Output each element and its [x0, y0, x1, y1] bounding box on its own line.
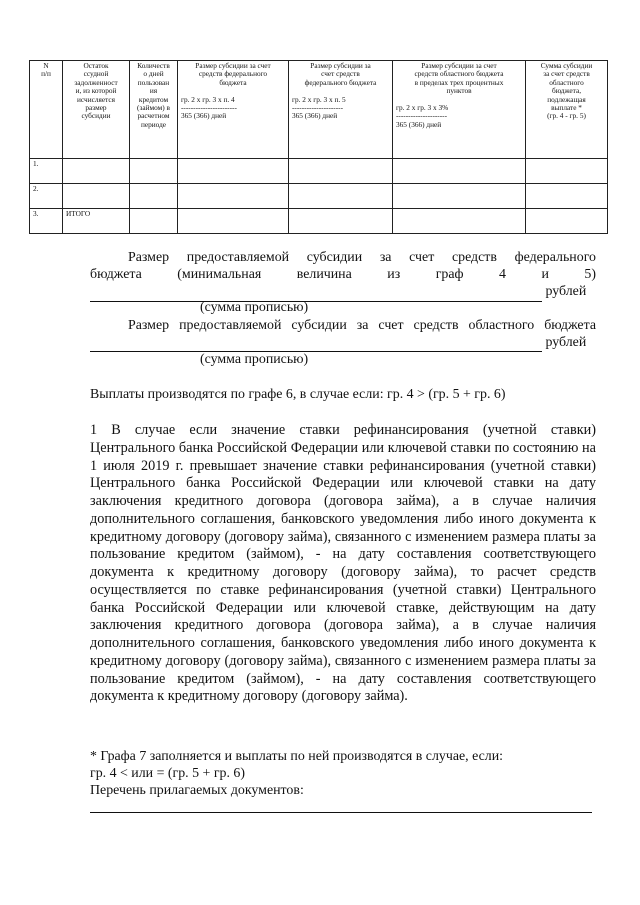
- federal-subsidy-line-1: Размер предоставляемой субсидии за счет средств федерального: [128, 250, 596, 265]
- column-header-line: выплате *: [551, 103, 582, 113]
- column-header-line: ия: [149, 86, 158, 96]
- table-cell: [526, 209, 608, 234]
- column-header-line: Сумма субсидии: [540, 61, 593, 70]
- column-header-line: задолженност: [74, 77, 118, 87]
- column-header-line: (займом) в: [137, 103, 170, 113]
- table-cell: [289, 184, 393, 209]
- column-header-line: ссудной: [83, 69, 109, 79]
- table-cell: [178, 209, 289, 234]
- table-cell: 1.: [30, 159, 63, 184]
- note-column-7: * Графа 7 заполняется и выплаты по ней производятся в случае, если:: [90, 749, 504, 764]
- column-header-line: и, из которой: [75, 86, 117, 96]
- federal-amount-caption: (сумма прописью): [200, 300, 309, 315]
- column-header-line: ---------------------: [396, 111, 448, 121]
- table-cell: [178, 159, 289, 184]
- column-header-line: пользован: [137, 77, 170, 87]
- column-header-line: Остаток: [83, 61, 109, 70]
- payments-condition-text: Выплаты производятся по графе 6, в случае если: гр. 4 > (гр. 5 + гр. 6): [90, 387, 506, 402]
- regional-amount-blank: [90, 334, 542, 352]
- federal-amount-unit: рублей: [545, 284, 587, 300]
- column-header-line: (гр. 4 - гр. 5): [547, 111, 586, 121]
- table-cell: [289, 159, 393, 184]
- table-header-row: [30, 61, 608, 159]
- table-cell: [130, 159, 178, 184]
- table-cell: ИТОГО: [63, 209, 130, 234]
- column-header-line: подлежащая: [547, 94, 586, 104]
- column-header-line: в пределах трех процентных: [414, 77, 504, 87]
- regional-subsidy-line-1: Размер предоставляемой субсидии за счет средств областного бюджета: [128, 318, 596, 333]
- table-cell: [526, 184, 608, 209]
- table-row: [30, 209, 608, 234]
- column-header-line: размер: [85, 103, 107, 113]
- column-header-6: [393, 61, 526, 159]
- column-header-1: [30, 61, 63, 159]
- attachments-label: Перечень прилагаемых документов:: [90, 783, 304, 799]
- column-header-line: Размер субсидии за счет: [421, 61, 497, 70]
- column-header-line: о дней: [143, 69, 164, 79]
- column-header-line: гр. 2 x гр. 3 x п. 5: [292, 94, 346, 104]
- column-header-line: пунктов: [446, 86, 472, 96]
- column-header-line: областного: [549, 77, 584, 87]
- regional-amount-caption: (сумма прописью): [200, 352, 309, 367]
- table-cell: [393, 184, 526, 209]
- column-header-line: расчетном: [137, 111, 170, 121]
- column-header-line: счет средств: [321, 69, 360, 79]
- column-header-line: Количеств: [137, 61, 170, 70]
- table-cell: [178, 184, 289, 209]
- column-header-line: N: [43, 61, 49, 70]
- table-cell: [63, 159, 130, 184]
- column-header-line: федерального бюджета: [304, 77, 377, 87]
- table-cell: [130, 184, 178, 209]
- column-header-line: средств федерального: [198, 69, 268, 79]
- column-header-line: за счет средств: [543, 69, 590, 79]
- column-header-5: [289, 61, 393, 159]
- federal-subsidy-block: [90, 249, 596, 302]
- column-header-3: [130, 61, 178, 159]
- note-formula: гр. 4 < или = (гр. 5 + гр. 6): [90, 766, 245, 782]
- column-header-line: 365 (366) дней: [396, 119, 442, 129]
- regional-amount-unit: рублей: [545, 335, 587, 351]
- column-header-line: субсидии: [81, 111, 111, 121]
- column-header-line: гр. 2 x гр. 3 x п. 4: [181, 94, 235, 104]
- notes-block: [90, 748, 596, 817]
- column-header-line: гр. 2 x гр. 3 x 3%: [396, 103, 449, 113]
- table-cell: [63, 184, 130, 209]
- attachments-line: [90, 800, 596, 817]
- table-cell: [289, 209, 393, 234]
- column-header-line: 365 (366) дней: [292, 111, 338, 121]
- column-header-7: [526, 61, 608, 159]
- column-header-2: [63, 61, 130, 159]
- payments-condition: [90, 386, 596, 403]
- column-header-line: Размер субсидии за счет: [195, 61, 271, 70]
- federal-subsidy-amount-line: [90, 283, 596, 301]
- footnote-refinancing-rate: 1 В случае если значение ставки рефинансирования (учетной ставки) Центрального банка Российской Федерации или ключевой ставки по состоянию на 1 июля 2019 г. превышает значение ставки рефинансирования (учетной ставки) Центрального банка Российской Федерации или ключевой ставки на дату заключения кредитного договора (договора займа), а в случае наличия дополнительного соглашения, банковского уведомления либо иного документа к кредитному договору (договору займа), связанного с изменением размера платы за пользование кредитом (займом), - на дату составления соответствующего документа к кредитному договору (договору займа), то расчет средств осуществляется по ставке рефинансирования (учетной ставки) Центрального банка Российской Федерации или ключевой ставке, действующим на дату заключения кредитного договора (договора займа), а в случае наличия дополнительного соглашения, банковского уведомления либо иного документа к кредитному договору (договору займа), связанного с изменением размера платы за пользование кредитом (займом), - на дату составления соответствующего документа к кредитному договору (договору займа).: [90, 422, 596, 705]
- column-header-line: кредитом: [138, 94, 169, 104]
- column-header-line: бюджета: [219, 77, 247, 87]
- federal-amount-blank: [90, 283, 542, 301]
- column-header-line: периоде: [140, 119, 167, 129]
- table-body: [30, 159, 608, 234]
- table-cell: [526, 159, 608, 184]
- table-cell: 2.: [30, 184, 63, 209]
- table-cell: [393, 209, 526, 234]
- column-header-line: Размер субсидии за: [310, 61, 371, 70]
- column-header-line: -----------------------: [181, 103, 237, 113]
- column-header-line: бюджета,: [551, 86, 582, 96]
- table-cell: [130, 209, 178, 234]
- column-header-line: ---------------------: [292, 103, 344, 113]
- subsidy-calculation-table: [29, 60, 608, 234]
- column-header-line: средств областного бюджета: [414, 69, 504, 79]
- table-cell: [393, 159, 526, 184]
- column-header-line: 365 (366) дней: [181, 111, 227, 121]
- column-header-line: п/п: [41, 69, 51, 79]
- table-cell: 3.: [30, 209, 63, 234]
- attachments-blank: [90, 800, 592, 813]
- regional-subsidy-block: [90, 317, 596, 352]
- table-row: [30, 184, 608, 209]
- federal-subsidy-line-2: бюджета (минимальная величина из граф 4 и 5): [90, 267, 596, 283]
- regional-subsidy-amount-line: [90, 334, 596, 352]
- column-header-4: [178, 61, 289, 159]
- table-row: [30, 159, 608, 184]
- column-header-line: исчисляется: [77, 94, 115, 104]
